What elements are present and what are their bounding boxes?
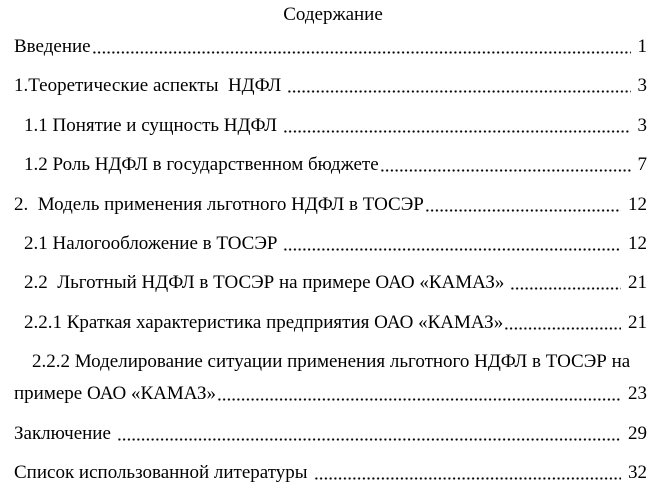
toc-page-number: 29	[628, 422, 647, 444]
toc-entry-label-continuation: примере ОАО «КАМАЗ»	[14, 383, 217, 405]
dot-leader	[217, 378, 621, 410]
dot-leader	[380, 149, 631, 181]
toc-entry-row	[14, 110, 647, 142]
toc-entry-section-2-2-1	[14, 307, 647, 339]
toc-entry-chapter-2	[14, 189, 647, 221]
toc-entry-label: 2.2.2 Моделирование ситуации применения льготного НДФЛ в ТОСЭР на	[32, 351, 631, 373]
dot-leader	[314, 457, 621, 489]
toc-entry-row	[14, 149, 647, 181]
toc-entry-section-2-2-2	[14, 346, 647, 410]
toc-entry-label: Введение	[14, 36, 91, 57]
toc-entry-references	[14, 457, 647, 489]
toc-entry-label: 1.1 Понятие и сущность НДФЛ	[24, 114, 277, 136]
dot-leader	[425, 189, 621, 221]
toc-entry-label: 2.1 Налогообложение в ТОСЭР	[24, 232, 278, 254]
toc-entry-row	[14, 418, 647, 450]
toc-entry-section-1-2	[14, 149, 647, 181]
toc-title: Содержание	[283, 4, 383, 25]
toc-entry-label: Заключение	[14, 422, 111, 444]
toc-page-number: 32	[628, 461, 647, 483]
dot-leader	[287, 70, 630, 102]
toc-entry-conclusion	[14, 418, 647, 450]
dot-leader	[510, 267, 621, 299]
toc-entry-label: Список использованной литературы	[14, 461, 308, 483]
toc-entry-row	[14, 189, 647, 221]
toc-page-number: 12	[628, 232, 647, 254]
dot-leader	[92, 31, 631, 63]
dot-leader	[504, 307, 621, 339]
toc-page-number: 23	[628, 383, 647, 405]
toc-entry-section-2-1	[14, 228, 647, 260]
toc-entry-section-2-2	[14, 267, 647, 299]
toc-page-number: 3	[637, 114, 647, 136]
toc-page-number: 21	[628, 311, 647, 333]
toc-page-number: 1	[637, 36, 647, 57]
toc-page-number: 7	[637, 154, 647, 176]
table-of-contents	[14, 31, 647, 489]
toc-entry-chapter-1	[14, 70, 647, 102]
toc-entry-row	[14, 267, 647, 299]
toc-entry-row	[14, 457, 647, 489]
toc-entry-label: 1.Теоретические аспекты НДФЛ	[14, 75, 282, 97]
dot-leader	[283, 110, 631, 142]
toc-entry-row	[14, 307, 647, 339]
toc-page-number: 21	[628, 272, 647, 294]
toc-entry-label: 1.2 Роль НДФЛ в государственном бюджете	[24, 154, 379, 176]
toc-entry-row	[14, 31, 647, 63]
toc-entry-row	[14, 228, 647, 260]
toc-entry-label: 2. Модель применения льготного НДФЛ в ТОСЭР	[14, 193, 424, 215]
toc-page-number: 12	[628, 193, 647, 215]
toc-entry-label: 2.2 Льготный НДФЛ в ТОСЭР на примере ОАО «КАМАЗ»	[24, 272, 505, 294]
toc-entry-row	[14, 378, 647, 410]
toc-entry-section-1-1	[14, 110, 647, 142]
toc-entry-label: 2.2.1 Краткая характеристика предприятия ОАО «КАМАЗ»	[24, 311, 504, 333]
toc-page-number: 3	[637, 75, 647, 97]
dot-leader	[117, 418, 621, 450]
dot-leader	[283, 228, 621, 260]
toc-entry-introduction	[14, 31, 647, 63]
toc-entry-row	[14, 70, 647, 102]
